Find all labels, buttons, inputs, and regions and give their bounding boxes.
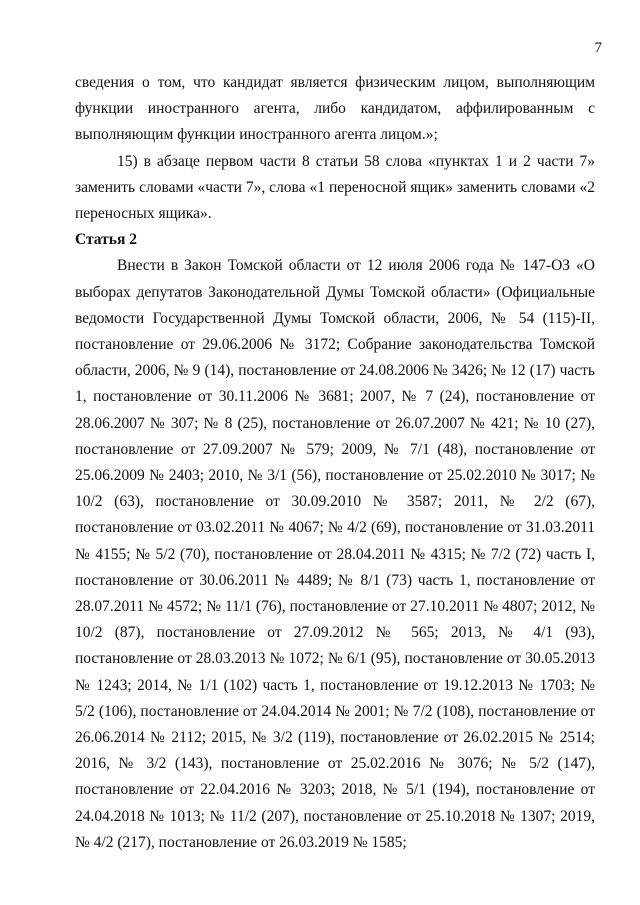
paragraph-item-15: 15) в абзаце первом части 8 статьи 58 слова «пунктах 1 и 2 части 7» заменить словами «части 7», слова «1 переносной ящик» заменить словами «2 переносных ящика».	[75, 152, 595, 223]
document-body	[75, 70, 595, 856]
page-number: 7	[594, 40, 602, 56]
article-2-heading: Статья 2	[75, 231, 137, 249]
paragraph-continuation: сведения о том, что кандидат является физическим лицом, выполняющим функции иностранного агента, либо кандидатом, аффилированным с выполняющим функции иностранного агента лицом.»;	[75, 74, 595, 144]
article-2-paragraph: Внести в Закон Томской области от 12 июля 2006 года № 147-ОЗ «О выборах депутатов Законодательной Думы Томской области» (Официальные ведомости Государственной Думы Томской области, 2006, № 54 (115)-II, постановление от 29.06.2006 № 3172; Собрание законодательства Томской области, 2006, № 9 (14), постановление от 24.08.2006 № 3426; № 12 (17) часть 1, постановление от 30.11.2006 № 3681; 2007, № 7 (24), постановление от 28.06.2007 № 307; № 8 (25), постановление от 26.07.2007 № 421; № 10 (27), постановление от 27.09.2007 № 579; 2009, № 7/1 (48), постановление от 25.06.2009 № 2403; 2010, № 3/1 (56), постановление от 25.02.2010 № 3017; № 10/2 (63), постановление от 30.09.2010 № 3587; 2011, № 2/2 (67), постановление от 03.02.2011 № 4067; № 4/2 (69), постановление от 31.03.2011 № 4155; № 5/2 (70), постановление от 28.04.2011 № 4315; № 7/2 (72) часть I, постановление от 30.06.2011 № 4489; № 8/1 (73) часть 1, постановление от 28.07.2011 № 4572; № 11/1 (76), постановление от 27.10.2011 № 4807; 2012, № 10/2 (87), постановление от 27.09.2012 № 565; 2013, № 4/1 (93), постановление от 28.03.2013 № 1072; № 6/1 (95), постановление от 30.05.2013 № 1243; 2014, № 1/1 (102) часть 1, постановление от 19.12.2013 № 1703; № 5/2 (106), постановление от 24.04.2014 № 2001; № 7/2 (108), постановление от 26.06.2014 № 2112; 2015, № 3/2 (119), постановление от 26.02.2015 № 2514; 2016, № 3/2 (143), постановление от 25.02.2016 № 3076; № 5/2 (147), постановление от 22.04.2016 № 3203; 2018, № 5/1 (194), постановление от 24.04.2018 № 1013; № 11/2 (207), постановление от 25.10.2018 № 1307; 2019, № 4/2 (217), постановление от 26.03.2019 № 1585;	[75, 257, 595, 851]
